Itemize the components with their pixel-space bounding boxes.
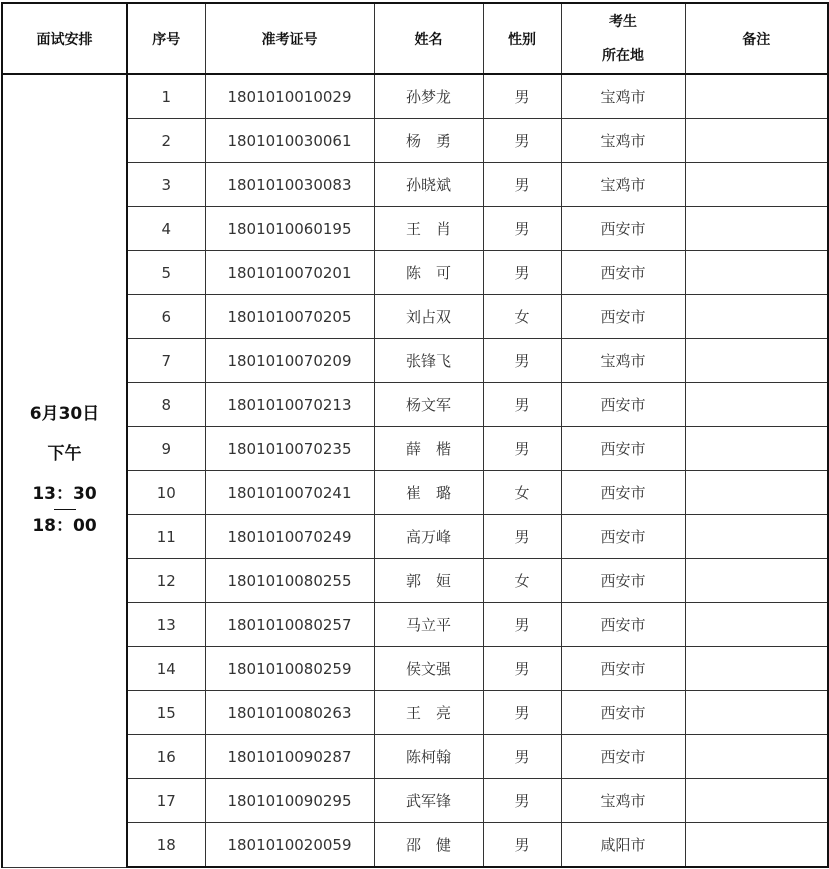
cell-gender: 男 (483, 74, 561, 119)
cell-no: 11 (127, 515, 205, 559)
cell-no: 15 (127, 691, 205, 735)
cell-gender: 男 (483, 515, 561, 559)
session-cell (2, 74, 127, 867)
cell-gender: 男 (483, 251, 561, 295)
cell-ticket: 1801010080259 (205, 647, 374, 691)
cell-remark (685, 515, 828, 559)
cell-ticket: 1801010070209 (205, 339, 374, 383)
cell-name: 刘占双 (374, 295, 483, 339)
cell-no: 14 (127, 647, 205, 691)
cell-no: 4 (127, 207, 205, 251)
cell-location: 西安市 (561, 251, 685, 295)
cell-location: 宝鸡市 (561, 779, 685, 823)
cell-no: 10 (127, 471, 205, 515)
cell-gender: 男 (483, 383, 561, 427)
cell-remark (685, 339, 828, 383)
cell-name: 郭 姮 (374, 559, 483, 603)
cell-remark (685, 251, 828, 295)
cell-gender: 男 (483, 735, 561, 779)
cell-ticket: 1801010020059 (205, 823, 374, 868)
cell-location: 宝鸡市 (561, 339, 685, 383)
cell-no: 12 (127, 559, 205, 603)
cell-name: 陈 可 (374, 251, 483, 295)
cell-remark (685, 647, 828, 691)
cell-ticket: 1801010080257 (205, 603, 374, 647)
cell-no: 2 (127, 119, 205, 163)
header-row (2, 3, 828, 74)
cell-no: 9 (127, 427, 205, 471)
session-dash (54, 509, 76, 510)
header-no: 序号 (127, 3, 205, 74)
cell-gender: 男 (483, 779, 561, 823)
cell-gender: 男 (483, 823, 561, 868)
cell-ticket: 1801010090287 (205, 735, 374, 779)
cell-location: 西安市 (561, 603, 685, 647)
header-session: 面试安排 (2, 3, 127, 74)
cell-gender: 男 (483, 339, 561, 383)
cell-no: 5 (127, 251, 205, 295)
cell-ticket: 1801010070249 (205, 515, 374, 559)
cell-name: 侯文强 (374, 647, 483, 691)
cell-remark (685, 735, 828, 779)
cell-no: 3 (127, 163, 205, 207)
header-location-line1: 考生 (609, 13, 637, 30)
cell-no: 17 (127, 779, 205, 823)
cell-gender: 男 (483, 427, 561, 471)
cell-location: 西安市 (561, 383, 685, 427)
cell-no: 6 (127, 295, 205, 339)
cell-gender: 男 (483, 119, 561, 163)
cell-ticket: 1801010010029 (205, 74, 374, 119)
cell-location: 宝鸡市 (561, 163, 685, 207)
session-date: 6月30日 (29, 404, 100, 425)
header-location (561, 3, 685, 74)
session-block (3, 406, 126, 535)
cell-remark (685, 603, 828, 647)
cell-ticket: 1801010060195 (205, 207, 374, 251)
cell-remark (685, 295, 828, 339)
cell-gender: 女 (483, 471, 561, 515)
cell-remark (685, 471, 828, 515)
session-end-time: 18：00 (32, 516, 97, 537)
cell-ticket: 1801010070241 (205, 471, 374, 515)
cell-gender: 男 (483, 603, 561, 647)
cell-ticket: 1801010080263 (205, 691, 374, 735)
cell-remark (685, 691, 828, 735)
cell-gender: 女 (483, 295, 561, 339)
cell-location: 宝鸡市 (561, 74, 685, 119)
cell-location: 西安市 (561, 207, 685, 251)
session-start-time: 13：30 (32, 484, 97, 505)
cell-location: 宝鸡市 (561, 119, 685, 163)
cell-location: 西安市 (561, 691, 685, 735)
header-name: 姓名 (374, 3, 483, 74)
cell-location: 西安市 (561, 427, 685, 471)
cell-gender: 男 (483, 163, 561, 207)
cell-ticket: 1801010080255 (205, 559, 374, 603)
cell-ticket: 1801010070235 (205, 427, 374, 471)
session-period: 下午 (47, 444, 82, 465)
cell-name: 张锋飞 (374, 339, 483, 383)
cell-name: 王 亮 (374, 691, 483, 735)
cell-name: 杨 勇 (374, 119, 483, 163)
cell-no: 8 (127, 383, 205, 427)
cell-gender: 男 (483, 207, 561, 251)
header-remark: 备注 (685, 3, 828, 74)
cell-ticket: 1801010030061 (205, 119, 374, 163)
cell-no: 16 (127, 735, 205, 779)
cell-name: 孙梦龙 (374, 74, 483, 119)
cell-name: 陈柯翰 (374, 735, 483, 779)
cell-ticket: 1801010090295 (205, 779, 374, 823)
cell-no: 13 (127, 603, 205, 647)
cell-location: 西安市 (561, 471, 685, 515)
cell-remark (685, 823, 828, 868)
cell-name: 杨文军 (374, 383, 483, 427)
cell-gender: 女 (483, 559, 561, 603)
cell-location: 西安市 (561, 559, 685, 603)
cell-gender: 男 (483, 691, 561, 735)
cell-remark (685, 779, 828, 823)
cell-location: 西安市 (561, 515, 685, 559)
cell-name: 邵 健 (374, 823, 483, 868)
cell-location: 西安市 (561, 295, 685, 339)
cell-location: 西安市 (561, 735, 685, 779)
cell-remark (685, 207, 828, 251)
interview-schedule-table (1, 2, 829, 868)
cell-ticket: 1801010070205 (205, 295, 374, 339)
table-body (2, 74, 828, 867)
cell-gender: 男 (483, 647, 561, 691)
cell-ticket: 1801010030083 (205, 163, 374, 207)
cell-no: 18 (127, 823, 205, 868)
cell-no: 7 (127, 339, 205, 383)
header-gender: 性别 (483, 3, 561, 74)
table-row (2, 74, 828, 119)
cell-name: 崔 璐 (374, 471, 483, 515)
cell-name: 武军锋 (374, 779, 483, 823)
cell-remark (685, 163, 828, 207)
cell-no: 1 (127, 74, 205, 119)
cell-name: 王 肖 (374, 207, 483, 251)
cell-ticket: 1801010070201 (205, 251, 374, 295)
cell-name: 孙晓斌 (374, 163, 483, 207)
cell-remark (685, 559, 828, 603)
cell-name: 马立平 (374, 603, 483, 647)
cell-name: 高万峰 (374, 515, 483, 559)
header-location-line2: 所在地 (602, 47, 644, 64)
cell-name: 薛 楷 (374, 427, 483, 471)
cell-remark (685, 383, 828, 427)
cell-location: 西安市 (561, 647, 685, 691)
cell-remark (685, 119, 828, 163)
cell-ticket: 1801010070213 (205, 383, 374, 427)
cell-remark (685, 427, 828, 471)
header-ticket: 准考证号 (205, 3, 374, 74)
cell-location: 咸阳市 (561, 823, 685, 868)
cell-remark (685, 74, 828, 119)
